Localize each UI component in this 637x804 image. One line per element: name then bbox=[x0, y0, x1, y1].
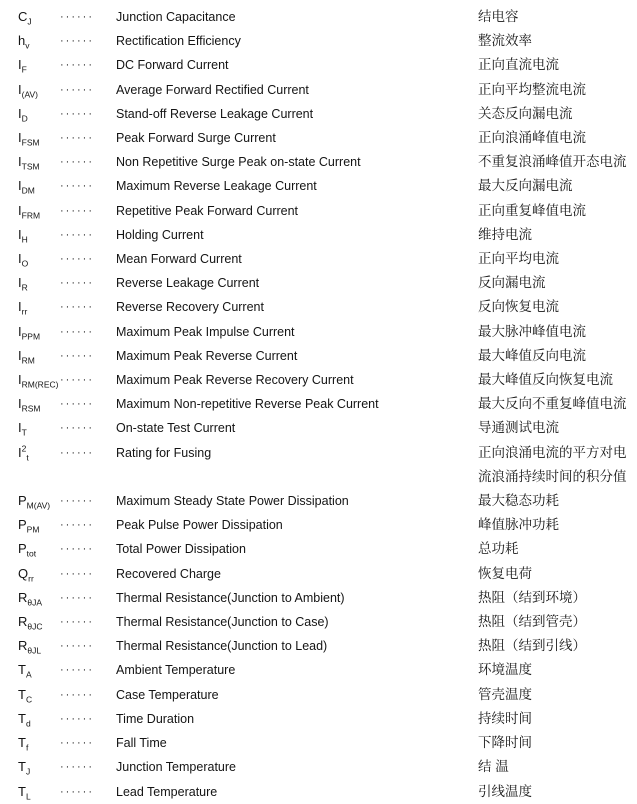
chinese-term bbox=[478, 199, 637, 223]
english-term: Reverse Leakage Current bbox=[116, 276, 260, 291]
english-term: Thermal Resistance(Junction to Lead) bbox=[116, 639, 328, 654]
symbol-subscript: L bbox=[25, 791, 31, 802]
symbol-subscript: F bbox=[21, 65, 27, 75]
english-term: Maximum Peak Reverse Recovery Current bbox=[116, 373, 354, 388]
symbol-base: I bbox=[18, 226, 22, 242]
dot-leader: ······ bbox=[60, 495, 94, 508]
chinese-term bbox=[478, 441, 637, 489]
symbol bbox=[18, 731, 60, 755]
chinese-term bbox=[478, 707, 637, 731]
chinese-term-line2: 流浪涌持续时间的积分值 bbox=[478, 468, 627, 484]
dot-leader: ······ bbox=[60, 11, 94, 23]
table-row bbox=[18, 683, 637, 707]
symbol bbox=[18, 537, 60, 561]
symbol-base: Q bbox=[18, 565, 29, 581]
symbol bbox=[18, 5, 60, 29]
english-term: Fall Time bbox=[116, 736, 167, 751]
chinese-term bbox=[478, 780, 637, 804]
dot-leader: ······ bbox=[60, 640, 94, 653]
symbol-base: I bbox=[18, 202, 22, 218]
dot-leader: ······ bbox=[60, 349, 94, 362]
chinese-term-line1: 热阻（结到环境） bbox=[478, 589, 586, 605]
table-row bbox=[18, 392, 637, 416]
symbol-subscript: R bbox=[21, 282, 28, 293]
english-term: Thermal Resistance(Junction to Ambient) bbox=[116, 590, 345, 605]
english-term: Case Temperature bbox=[116, 687, 219, 702]
chinese-term-line1: 反向漏电流 bbox=[478, 275, 546, 291]
english-term: Mean Forward Current bbox=[116, 252, 242, 267]
dot-leader: ······ bbox=[60, 616, 94, 629]
table-row bbox=[18, 344, 637, 368]
symbol-subscript: T bbox=[21, 428, 27, 439]
dot-leader: ······ bbox=[60, 228, 94, 241]
chinese-term-line1: 最大稳态功耗 bbox=[478, 493, 559, 509]
table-row bbox=[18, 755, 637, 779]
symbol-subscript: v bbox=[25, 40, 30, 51]
symbol-subscript: (AV) bbox=[21, 89, 38, 100]
chinese-term bbox=[478, 150, 637, 174]
table-row bbox=[18, 537, 637, 561]
chinese-term bbox=[478, 344, 637, 368]
symbol-base: T bbox=[18, 662, 26, 678]
chinese-term-line1: 正向平均电流 bbox=[478, 251, 559, 267]
dot-leader: ······ bbox=[60, 277, 94, 290]
symbol-base: P bbox=[18, 541, 27, 557]
chinese-term-line1: 维持电流 bbox=[478, 226, 532, 242]
chinese-term bbox=[478, 537, 637, 561]
english-term: On-state Test Current bbox=[116, 421, 236, 436]
chinese-term-line1: 最大反向漏电流 bbox=[478, 178, 573, 194]
symbol-subscript: O bbox=[21, 258, 29, 269]
table-row bbox=[18, 416, 637, 440]
symbol-base: P bbox=[18, 493, 27, 509]
chinese-term bbox=[478, 392, 637, 416]
dot-leader: ······ bbox=[60, 664, 94, 677]
chinese-term bbox=[478, 610, 637, 634]
dot-leader: ······ bbox=[60, 446, 94, 459]
symbol-base: I bbox=[18, 396, 22, 412]
symbol bbox=[18, 174, 60, 198]
english-term: Recovered Charge bbox=[116, 566, 221, 581]
dot-leader: ······ bbox=[60, 374, 94, 387]
chinese-term-line1: 热阻（结到管壳） bbox=[478, 614, 586, 630]
english-term: Non Repetitive Surge Peak on-state Current bbox=[116, 155, 361, 170]
english-term: Ambient Temperature bbox=[116, 663, 236, 678]
dot-leader: ······ bbox=[60, 156, 94, 169]
dot-leader: ······ bbox=[60, 761, 94, 774]
symbol bbox=[18, 610, 60, 634]
symbol bbox=[18, 320, 60, 344]
chinese-term-line1: 正向平均整流电流 bbox=[478, 81, 586, 97]
table-row bbox=[18, 586, 637, 610]
symbol bbox=[18, 683, 60, 707]
dot-leader: ······ bbox=[60, 253, 94, 266]
chinese-term-line1: 峰值脉冲功耗 bbox=[478, 517, 559, 533]
symbol-subscript: PM bbox=[26, 524, 40, 535]
dot-leader: ······ bbox=[60, 204, 94, 217]
table-row bbox=[18, 368, 637, 392]
english-term: Lead Temperature bbox=[116, 784, 218, 799]
table-row bbox=[18, 634, 637, 658]
symbol-superscript: 2 bbox=[21, 443, 27, 454]
english-term: Thermal Resistance(Junction to Case) bbox=[116, 615, 329, 630]
chinese-term-line1: 总功耗 bbox=[478, 541, 519, 557]
table-row bbox=[18, 102, 637, 126]
symbol-base: R bbox=[18, 638, 28, 654]
symbol-subscript: tot bbox=[26, 549, 37, 560]
dot-leader: ······ bbox=[60, 591, 94, 604]
chinese-term bbox=[478, 78, 637, 102]
dot-leader: ······ bbox=[60, 519, 94, 532]
dot-leader: ······ bbox=[60, 107, 94, 120]
symbol-base: R bbox=[18, 614, 28, 630]
symbol bbox=[18, 247, 60, 271]
symbol-base: I bbox=[18, 57, 22, 73]
table-row bbox=[18, 271, 637, 295]
symbol-subscript: M(AV) bbox=[26, 500, 51, 511]
chinese-term bbox=[478, 271, 637, 295]
symbol-base: I bbox=[18, 323, 22, 339]
english-term: Maximum Steady State Power Dissipation bbox=[116, 494, 349, 509]
symbol bbox=[18, 780, 60, 804]
dot-leader: ······ bbox=[60, 325, 94, 338]
symbol-base: T bbox=[18, 710, 26, 726]
english-term: Junction Capacitance bbox=[116, 10, 236, 24]
symbol-subscript: C bbox=[25, 694, 33, 705]
symbol-base: I bbox=[18, 105, 22, 121]
dot-leader: ······ bbox=[60, 712, 94, 725]
dot-leader: ······ bbox=[60, 422, 94, 435]
chinese-term-line1: 恢复电荷 bbox=[478, 565, 532, 581]
english-term: Junction Temperature bbox=[116, 760, 236, 775]
chinese-term-line1: 反向恢复电流 bbox=[478, 299, 559, 315]
symbol-subscript: A bbox=[25, 670, 32, 681]
symbol-subscript: θJL bbox=[27, 645, 42, 656]
chinese-term bbox=[478, 174, 637, 198]
table-row bbox=[18, 731, 637, 755]
english-term: Reverse Recovery Current bbox=[116, 300, 264, 315]
table-row bbox=[18, 29, 637, 53]
symbol-base: I bbox=[18, 81, 22, 97]
symbol-subscript: RM(REC) bbox=[21, 379, 59, 390]
symbol-subscript: D bbox=[21, 113, 28, 124]
table-row bbox=[18, 199, 637, 223]
table-row bbox=[18, 150, 637, 174]
dot-leader: ······ bbox=[60, 398, 94, 411]
symbol-subscript: RSM bbox=[21, 403, 41, 414]
symbol-subscript: FSM bbox=[21, 137, 40, 148]
symbol-base: I bbox=[18, 178, 22, 194]
dot-leader: ······ bbox=[60, 737, 94, 750]
symbol-base: R bbox=[18, 589, 28, 605]
chinese-term-line1: 最大脉冲峰值电流 bbox=[478, 323, 586, 339]
table-row bbox=[18, 562, 637, 586]
english-term: Maximum Non-repetitive Reverse Peak Current bbox=[116, 397, 379, 412]
chinese-term bbox=[478, 562, 637, 586]
symbol-subscript: f bbox=[25, 742, 29, 753]
symbol-subscript: PPM bbox=[21, 331, 41, 342]
symbol-subscript: DM bbox=[21, 186, 35, 197]
chinese-term-line1: 导通测试电流 bbox=[478, 420, 559, 436]
chinese-term bbox=[478, 731, 637, 755]
english-term: Peak Pulse Power Dissipation bbox=[116, 518, 283, 533]
chinese-term-line1: 最大峰值反向电流 bbox=[478, 347, 586, 363]
symbol-subscript: J bbox=[25, 766, 31, 777]
chinese-term bbox=[478, 489, 637, 513]
english-term: Time Duration bbox=[116, 711, 195, 726]
english-term: Rating for Fusing bbox=[116, 445, 212, 460]
symbol-base: I bbox=[18, 275, 22, 291]
symbol-base: T bbox=[18, 759, 26, 775]
symbol bbox=[18, 441, 60, 465]
symbol bbox=[18, 416, 60, 440]
symbol-base: I bbox=[18, 299, 22, 315]
chinese-term bbox=[478, 247, 637, 271]
symbol bbox=[18, 78, 60, 102]
dot-leader: ······ bbox=[60, 35, 94, 48]
symbol-base: C bbox=[18, 9, 28, 24]
table-row bbox=[18, 489, 637, 513]
table-row bbox=[18, 53, 637, 77]
chinese-term bbox=[478, 755, 637, 779]
chinese-term bbox=[478, 5, 637, 29]
chinese-term-line1: 整流效率 bbox=[478, 33, 532, 49]
symbol-base: T bbox=[18, 686, 26, 702]
table-row bbox=[18, 513, 637, 537]
dot-leader: ······ bbox=[60, 785, 94, 798]
english-term: Maximum Reverse Leakage Current bbox=[116, 179, 317, 194]
dot-leader: ······ bbox=[60, 301, 94, 314]
symbol-subscript: RM bbox=[21, 355, 35, 366]
symbol bbox=[18, 29, 60, 53]
english-term: Maximum Peak Reverse Current bbox=[116, 348, 298, 363]
chinese-term-line1: 结电容 bbox=[478, 9, 519, 24]
chinese-term-line1: 结 温 bbox=[478, 759, 509, 775]
symbol bbox=[18, 489, 60, 513]
english-term: DC Forward Current bbox=[116, 58, 229, 73]
chinese-term-line1: 最大峰值反向恢复电流 bbox=[478, 372, 613, 388]
symbol bbox=[18, 392, 60, 416]
dot-leader: ······ bbox=[60, 688, 94, 701]
english-term: Holding Current bbox=[116, 227, 204, 242]
table-row bbox=[18, 441, 637, 489]
chinese-term bbox=[478, 295, 637, 319]
table-row bbox=[18, 223, 637, 247]
chinese-term bbox=[478, 513, 637, 537]
symbol bbox=[18, 53, 60, 77]
table-row bbox=[18, 658, 637, 682]
symbol-subscript: TSM bbox=[21, 161, 40, 172]
chinese-term-line1: 持续时间 bbox=[478, 710, 532, 726]
chinese-term bbox=[478, 126, 637, 150]
english-term: Total Power Dissipation bbox=[116, 542, 246, 557]
symbol-subscript: J bbox=[27, 16, 32, 27]
english-term: Stand-off Reverse Leakage Current bbox=[116, 106, 314, 121]
chinese-term-line1: 引线温度 bbox=[478, 783, 532, 799]
chinese-term-line1: 热阻（结到引线） bbox=[478, 638, 586, 654]
table-row bbox=[18, 5, 637, 29]
symbol-subscript: FRM bbox=[21, 210, 41, 221]
symbol-base: I bbox=[18, 420, 22, 436]
chinese-term-line1: 环境温度 bbox=[478, 662, 532, 678]
chinese-term-line1: 管壳温度 bbox=[478, 686, 532, 702]
chinese-term-line1: 下降时间 bbox=[478, 735, 532, 751]
table-row bbox=[18, 295, 637, 319]
symbol bbox=[18, 223, 60, 247]
symbol-subscript: rr bbox=[21, 307, 28, 318]
symbol bbox=[18, 658, 60, 682]
table-row bbox=[18, 126, 637, 150]
dot-leader: ······ bbox=[60, 543, 94, 556]
english-term: Peak Forward Surge Current bbox=[116, 131, 276, 146]
chinese-term-line1: 正向浪涌电流的平方对电 bbox=[478, 444, 627, 460]
symbol bbox=[18, 199, 60, 223]
english-term: Average Forward Rectified Current bbox=[116, 82, 309, 97]
symbol-subscript: t bbox=[26, 452, 29, 463]
chinese-term-line1: 不重复浪涌峰值开态电流 bbox=[478, 154, 627, 170]
chinese-term-line1: 正向重复峰值电流 bbox=[478, 202, 586, 218]
symbol bbox=[18, 513, 60, 537]
symbol bbox=[18, 368, 60, 392]
symbol bbox=[18, 634, 60, 658]
symbol-base: I bbox=[18, 130, 22, 146]
table-row bbox=[18, 780, 637, 804]
symbol bbox=[18, 150, 60, 174]
symbol bbox=[18, 755, 60, 779]
chinese-term-line1: 正向浪涌峰值电流 bbox=[478, 130, 586, 146]
chinese-term bbox=[478, 683, 637, 707]
dot-leader: ······ bbox=[60, 567, 94, 580]
symbol-base: I bbox=[18, 347, 22, 363]
symbol-base: I bbox=[18, 154, 22, 170]
english-term: Maximum Peak Impulse Current bbox=[116, 324, 295, 339]
symbol-base: T bbox=[18, 783, 26, 799]
table-row bbox=[18, 320, 637, 344]
symbol-subscript: θJC bbox=[27, 621, 43, 632]
english-term: Repetitive Peak Forward Current bbox=[116, 203, 299, 218]
symbol-subscript: d bbox=[25, 718, 31, 729]
chinese-term bbox=[478, 586, 637, 610]
symbol-base: I bbox=[18, 444, 22, 460]
symbol bbox=[18, 295, 60, 319]
table-row bbox=[18, 610, 637, 634]
chinese-term-line1: 正向直流电流 bbox=[478, 57, 559, 73]
chinese-term bbox=[478, 634, 637, 658]
symbol-base: P bbox=[18, 517, 27, 533]
symbol bbox=[18, 344, 60, 368]
chinese-term bbox=[478, 658, 637, 682]
symbol bbox=[18, 562, 60, 586]
dot-leader: ······ bbox=[60, 83, 94, 96]
symbol-base: I bbox=[18, 251, 22, 267]
chinese-term bbox=[478, 29, 637, 53]
symbol-base: T bbox=[18, 735, 26, 751]
symbol-subscript: rr bbox=[28, 573, 34, 584]
dot-leader: ······ bbox=[60, 132, 94, 145]
symbol bbox=[18, 102, 60, 126]
symbol bbox=[18, 271, 60, 295]
dot-leader: ······ bbox=[60, 180, 94, 193]
symbol-base: I bbox=[18, 372, 22, 388]
chinese-term-line1: 关态反向漏电流 bbox=[478, 105, 573, 121]
chinese-term bbox=[478, 223, 637, 247]
chinese-term bbox=[478, 416, 637, 440]
chinese-term-line1: 最大反向不重复峰值电流 bbox=[478, 396, 627, 412]
chinese-term bbox=[478, 368, 637, 392]
symbol-base: h bbox=[18, 33, 26, 49]
table-row bbox=[18, 174, 637, 198]
chinese-term bbox=[478, 102, 637, 126]
symbol bbox=[18, 586, 60, 610]
chinese-term bbox=[478, 320, 637, 344]
english-term: Rectification Efficiency bbox=[116, 34, 241, 49]
chinese-term bbox=[478, 53, 637, 77]
table-row bbox=[18, 247, 637, 271]
symbol bbox=[18, 126, 60, 150]
dot-leader: ······ bbox=[60, 59, 94, 72]
table-row bbox=[18, 707, 637, 731]
symbol bbox=[18, 707, 60, 731]
table-row bbox=[18, 78, 637, 102]
symbol-subscript: θJA bbox=[27, 597, 43, 608]
symbol-subscript: H bbox=[21, 234, 28, 245]
